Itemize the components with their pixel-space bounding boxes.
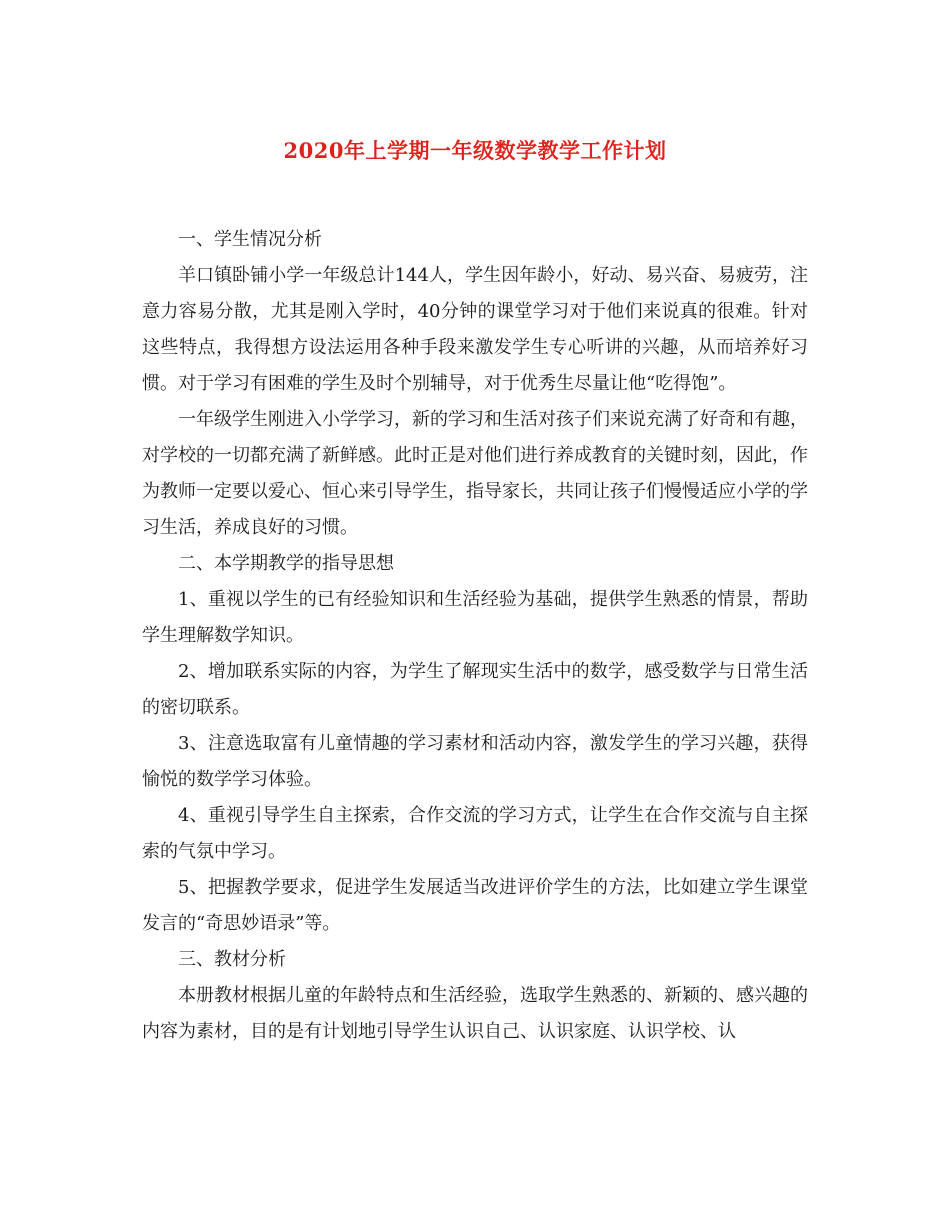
guiding-idea-item-5: 5、把握教学要求，促进学生发展适当改进评价学生的方法，比如建立学生课堂发言的“奇思妙语录”等。 <box>142 877 808 934</box>
guiding-idea-item-4: 4、重视引导学生自主探索，合作交流的学习方式，让学生在合作交流与自主探索的气氛中学习。 <box>142 805 808 862</box>
paragraph-textbook-analysis: 本册教材根据儿童的年龄特点和生活经验，选取学生熟悉的、新颖的、感兴趣的内容为素材，目的是有计划地引导学生认识自己、认识家庭、认识学校、认 <box>142 985 808 1042</box>
guiding-idea-item-2: 2、增加联系实际的内容，为学生了解现实生活中的数学，感受数学与日常生活的密切联系。 <box>142 661 808 718</box>
document-title: 2020年上学期一年级数学教学工作计划 <box>283 138 667 163</box>
paragraph-student-analysis-1: 羊口镇卧铺小学一年级总计144人，学生因年龄小，好动、易兴奋、易疲劳，注意力容易分散，尤其是刚入学时，40分钟的课堂学习对于他们来说真的很难。针对这些特点，我得想方设法运用各种手段来激发学生专心听讲的兴趣，从而培养好习惯。对于学习有困难的学生及时个别辅导，对于优秀生尽量让他“吃得饱”。 <box>142 265 808 394</box>
document-body <box>142 222 808 1050</box>
section-heading-guiding-ideas: 二、本学期教学的指导思想 <box>178 553 394 574</box>
paragraph-student-analysis-2: 一年级学生刚进入小学学习，新的学习和生活对孩子们来说充满了好奇和有趣，对学校的一切都充满了新鲜感。此时正是对他们进行养成教育的关键时刻，因此，作为教师一定要以爱心、恒心来引导学生，指导家长，共同让孩子们慢慢适应小学的学习生活，养成良好的习惯。 <box>142 409 808 538</box>
guiding-idea-item-3: 3、注意选取富有儿童情趣的学习素材和活动内容，激发学生的学习兴趣，获得愉悦的数学学习体验。 <box>142 733 808 790</box>
section-heading-student-analysis: 一、学生情况分析 <box>178 229 322 250</box>
section-heading-textbook-analysis: 三、教材分析 <box>178 949 286 970</box>
guiding-idea-item-1: 1、重视以学生的已有经验知识和生活经验为基础，提供学生熟悉的情景，帮助学生理解数学知识。 <box>142 589 808 646</box>
